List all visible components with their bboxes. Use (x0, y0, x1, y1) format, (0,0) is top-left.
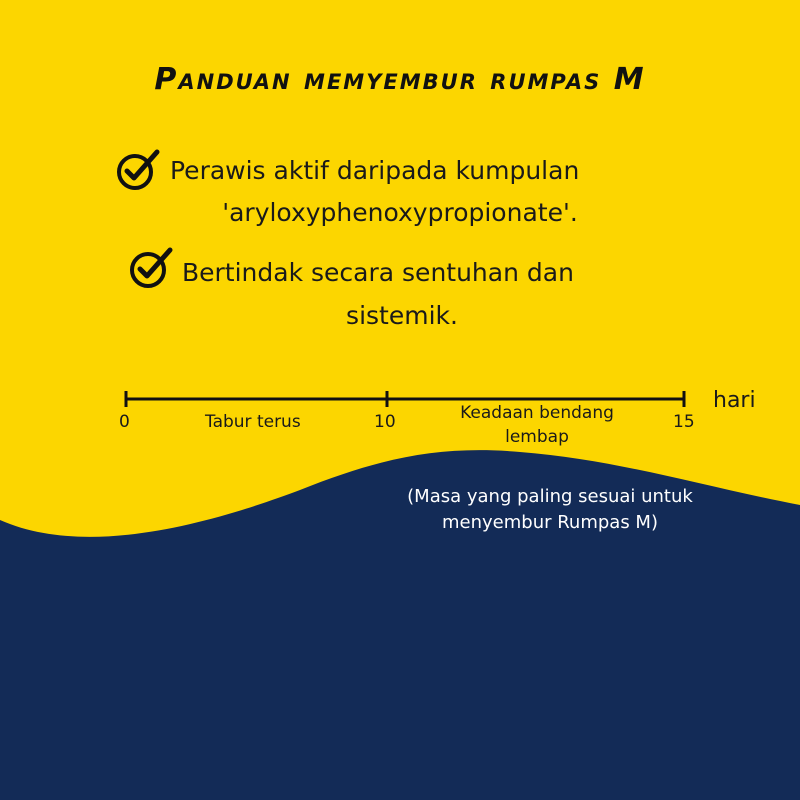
timeline-unit-label: hari (713, 388, 756, 413)
note (380, 484, 720, 536)
bullet-2-line-1: Bertindak secara sentuhan dan (182, 258, 574, 287)
bullet-1-line-2: 'aryloxyphenoxypropionate'. (222, 198, 578, 227)
page-title: Panduan memyembur rumpas M (154, 62, 646, 97)
timeline-tick-label-0: 0 (119, 412, 130, 432)
timeline-tick-label-15: 15 (673, 412, 695, 432)
timeline-segment-1-label: Tabur terus (205, 412, 301, 432)
timeline-segment-2-label-line-1: Keadaan bendang (460, 403, 614, 423)
timeline-tick-label-10: 10 (374, 412, 396, 432)
timeline-segment-2-label-line-2: lembap (505, 427, 569, 447)
bullet-1-line-1: Perawis aktif daripada kumpulan (170, 156, 580, 185)
note-line-1: (Masa yang paling sesuai untuk (407, 486, 693, 507)
bullet-2-line-2: sistemik. (346, 301, 458, 330)
note-line-2: menyembur Rumpas M) (442, 512, 658, 533)
